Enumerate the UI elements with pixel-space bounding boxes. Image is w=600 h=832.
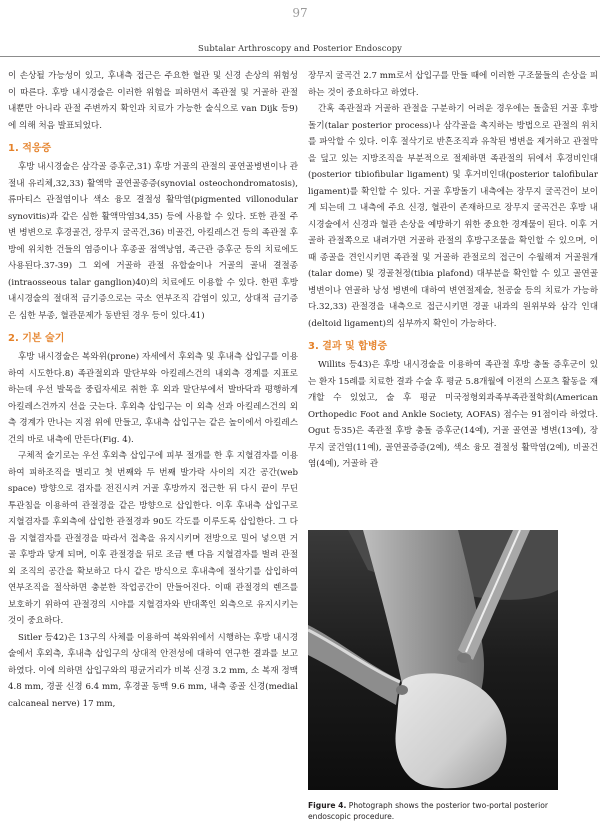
results-paragraph: Willits 등43)은 후방 내시경술을 이용하여 족관절 후방 충돌 증후군이 있는 환자 15례를 치료한 결과 수술 후 평균 5.8개월에 이전의 스포츠 활동을 재개할 수 있었고, 술 후 평균 미국정형외과족부족관절학회(American Orthopedic Foot and Ankle Society, AOFAS) 점수는 91점이라 하였다. Ogut 등35)은 족관절 후방 충돌 증후군(14예), 거골 골연골 병변(13예), 장무지 굴건염(11예), 골연골증증(2예), 색소 융모 결절성 활막염(2예), 비골건염(4예), 거골하 관 bbox=[308, 360, 598, 469]
lateral-portal bbox=[396, 685, 408, 695]
anatomy-paragraph: 간혹 족관절과 거골하 관절을 구분하기 어려운 경우에는 돌출된 거골 후방돌기(talar posterior process)나 삼각골을 촉지하는 방법으로 관절의 위치를 파악할 수 있다. 이후 절삭기로 반흔조직과 유착된 병변을 제거하고 관절막을 덮고 있는 지방조직을 부분적으로 절제하면 족관절의 뒤에서 후경비인대(posterior tibiofibular ligament) 및 후거비인대(posterior talofibular ligament)를 확인할 수 있다. 거골 후방돌기 내측에는 장무지 굴곡건이 보이게 되는데 그 내측에 주요 신경, 혈관이 존재하므로 장무지 굴곡건은 후방 내시경술에서 신경과 혈관 손상을 예방하기 위한 중요한 경계물이 된다. 이후 거골하 관절쪽으로 내려가면 거골하 관절의 후방구조물을 확인할 수 있으며, 이때 종골을 견인시키면 족관절 및 거골하 관절로의 접근이 수월해져 거골원개(talar dome) 및 경골천정(tibia plafond) 대부분을 확인할 수 있고 골연골 병변이나 연골하 낭성 병변에 대하여 변연절제술, 천공술 등의 치료가 가능하다.32,33) 관절경을 내측으로 접근시키면 경골 내과의 원위부와 삼각 인대(deltoid ligament)의 심부까지 확인이 가능하다. bbox=[308, 104, 598, 329]
section-heading-results: 3. 결과 및 합병증 bbox=[308, 341, 388, 352]
header-rule bbox=[0, 56, 600, 57]
continued-paragraph: 장무지 굴곡건 2.7 mm로서 삽입구를 만들 때에 이러한 구조물들의 손상을 피하는 것이 중요하다고 하였다. bbox=[308, 71, 598, 98]
section-heading-indications: 1. 적응증 bbox=[8, 143, 52, 154]
right-column bbox=[308, 68, 598, 473]
endoscopy-photo-illustration bbox=[308, 530, 558, 790]
indications-paragraph: 후방 내시경술은 삼각골 증후군,31) 후방 거골의 관절의 골연골병변이나 관절내 유리체,32,33) 활액막 골연골종증(synovial osteochondromatosis), 류마티스 관절염이나 색소 융모 결절성 활막염(pigmented villonodular synovitis)과 같은 심한 활액막염34,35) 등에 사용할 수 있다. 또한 관절 주변 병변으로 후경골건, 장무지 굴곡건,36) 비골건, 아킬레스건 등의 족관절 후방에 위치한 건들의 염증이나 후종골 점액낭염, 족근관 증후군 등의 치료에도 사용된다.37-39) 그 외에 거골하 관절 유합술이나 거골의 골내 결절종(intraosseous talar ganglion)40)의 치료에도 이용할 수 있다. 한편 후방 내시경술의 절대적 금기증으로는 국소 연부조직 감염이 있고, 상대적 금기증은 심한 부종, 혈관문제가 동반된 경우 등이 있다.41) bbox=[8, 162, 298, 321]
left-column bbox=[8, 68, 298, 712]
technique-paragraph-1: 후방 내시경술은 복와위(prone) 자세에서 후외측 및 후내측 삽입구를 이용하여 시도한다.8) 족관절외과 말단부와 아킬레스건의 내외측 경계를 지표로 하는데 우선 발목을 중립자세로 취한 후 외과 말단부에서 발바닥과 평행하게 아킬레스건까지 선을 긋는다. 후외측 삽입구는 이 외측 선과 아킬레스건의 외측 경계가 만나는 지점 위에 만들고, 후내측 삽입구는 같은 높이에서 아킬레스건의 바로 내측에 만든다(Fig. 4). bbox=[8, 352, 298, 445]
medial-portal bbox=[457, 653, 471, 663]
intro-paragraph: 이 손상될 가능성이 있고, 후내측 접근은 주요한 혈관 및 신경 손상의 위험성이 따른다. 후방 내시경술은 이러한 위험을 피하면서 족관절 및 거골하 관절 내뿐만 아니라 관절 주변까지 확인과 치료가 가능한 술식으로 van Dijk 등9)에 의해 처음 발표되었다. bbox=[8, 71, 298, 131]
running-title: Subtalar Arthroscopy and Posterior Endoscopy bbox=[197, 43, 403, 53]
figure-label: Figure 4. bbox=[308, 801, 347, 810]
technique-paragraph-3: Sitler 등42)은 13구의 사체를 이용하여 복와위에서 시행하는 후방 내시경술에서 후외측, 후내측 삽입구의 상대적 안전성에 대하여 연구한 결과를 보고하였다. 이에 의하면 삽입구와의 평균거리가 비복 신경 3.2 mm, 소 복재 정맥 4.8 mm, 경골 신경 6.4 mm, 후경골 동맥 9.6 mm, 내측 종골 신경(medial calcaneal nerve) 17 mm, bbox=[8, 632, 298, 709]
technique-paragraph-2: 구체적 술기로는 우선 후외측 삽입구에 피부 절개를 한 후 지혈겸자를 이용하여 피하조직을 벌리고 첫 번째와 두 번째 발가락 사이의 지간 공간(web space) 방향으로 겸자를 전진시켜 거골 후방까지 접근한 뒤 다시 끝이 무딘 투관침을 이용하여 관절경을 같은 방향으로 삽입한다. 이후 후내측 삽입구로 지혈겸자를 후외측에 삽입한 관절경과 90도 각도를 이루도록 삽입한다. 그 다음 지혈겸자를 관절경을 따라서 접촉을 유지시키며 전방으로 밀어 넣으면 거골 후방과 닿게 되며, 이후 관절경을 뒤로 조금 뺀 다음 지혈겸자를 벌려 관절외 조직의 공간을 확보하고 다시 같은 방식으로 후내측에 절삭기를 삽입하여 연부조직을 절삭하면 충분한 작업공간이 만들어진다. 이때 관절경의 렌즈를 보호하기 위하여 관절경의 시야를 지혈겸자와 반대쪽인 외측으로 유지시키는 것이 중요하다. bbox=[8, 451, 298, 626]
figure-caption bbox=[308, 800, 590, 822]
section-heading-basic-technique: 2. 기본 술기 bbox=[8, 333, 65, 344]
page-number: 97 bbox=[292, 6, 308, 20]
figure-caption-text: Photograph shows the posterior two-portal posterior endoscopic procedure. bbox=[308, 801, 548, 821]
figure-4-photo bbox=[308, 530, 558, 790]
